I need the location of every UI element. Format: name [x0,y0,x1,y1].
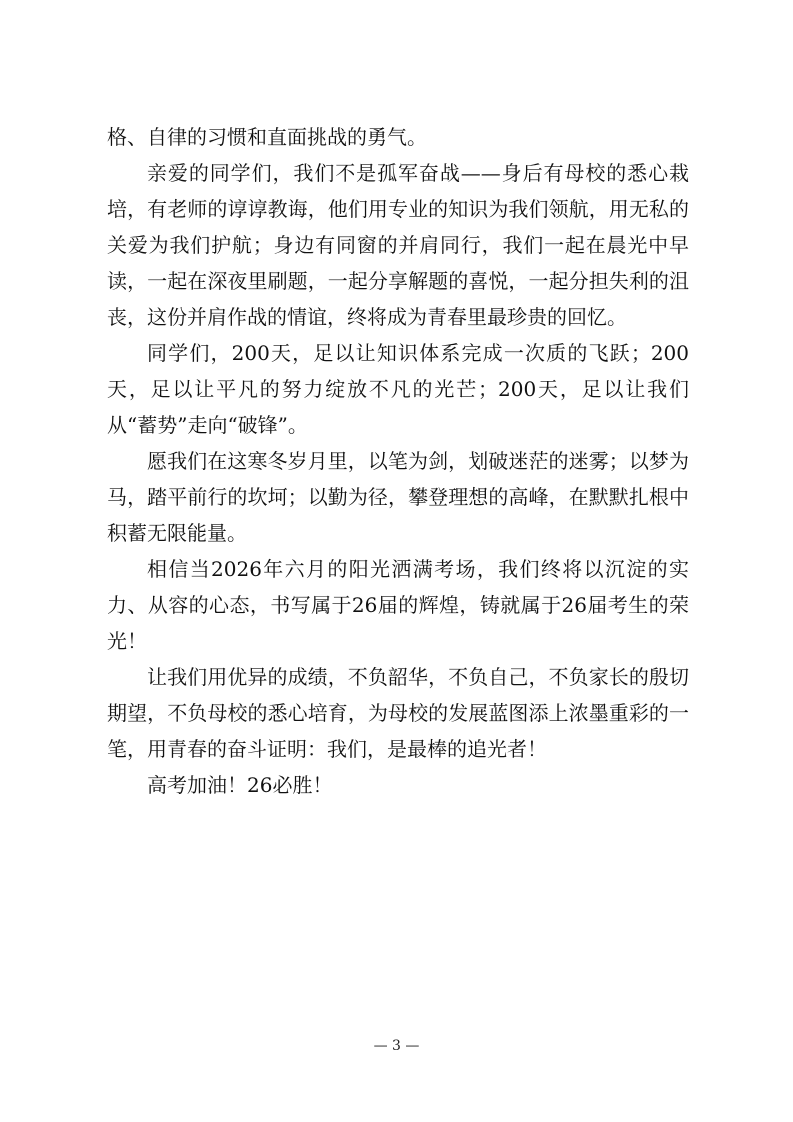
paragraph-call-to-action: 让我们用优异的成绩，不负韶华，不负自己，不负家长的殷切期望，不负母校的悉心培育，为母校的发展蓝图添上浓墨重彩的一笔，用青春的奋斗证明：我们，是最棒的追光者！ [107,665,689,761]
paragraph-continuation: 格、自律的习惯和直面挑战的勇气。 [107,125,427,149]
page-number: — 3 — [373,1038,420,1054]
paragraph-wish: 愿我们在这寒冬岁月里，以笔为剑，划破迷茫的迷雾；以梦为马，踏平前行的坎坷；以勤为径，攀登理想的高峰，在默默扎根中积蓄无限能量。 [107,449,689,545]
paragraph-closing: 高考加油！26必胜！ [147,773,333,797]
paragraph-not-alone: 亲爱的同学们，我们不是孤军奋战——身后有母校的悉心栽培，有老师的谆谆教诲，他们用专业的知识为我们领航，用无私的关爱为我们护航；身边有同窗的并肩同行，我们一起在晨光中早读，一起在深夜里刷题，一起分享解题的喜悦，一起分担失利的沮丧，这份并肩作战的情谊，终将成为青春里最珍贵的回忆。 [107,161,689,329]
paragraph-belief: 相信当2026年六月的阳光洒满考场，我们终将以沉淀的实力、从容的心态，书写属于26届的辉煌，铸就属于26届考生的荣光！ [107,557,689,653]
document-body [107,119,689,803]
paragraph-200-days: 同学们，200天，足以让知识体系完成一次质的飞跃；200天，足以让平凡的努力绽放不凡的光芒；200天，足以让我们从“蓄势”走向“破锋”。 [107,341,689,437]
